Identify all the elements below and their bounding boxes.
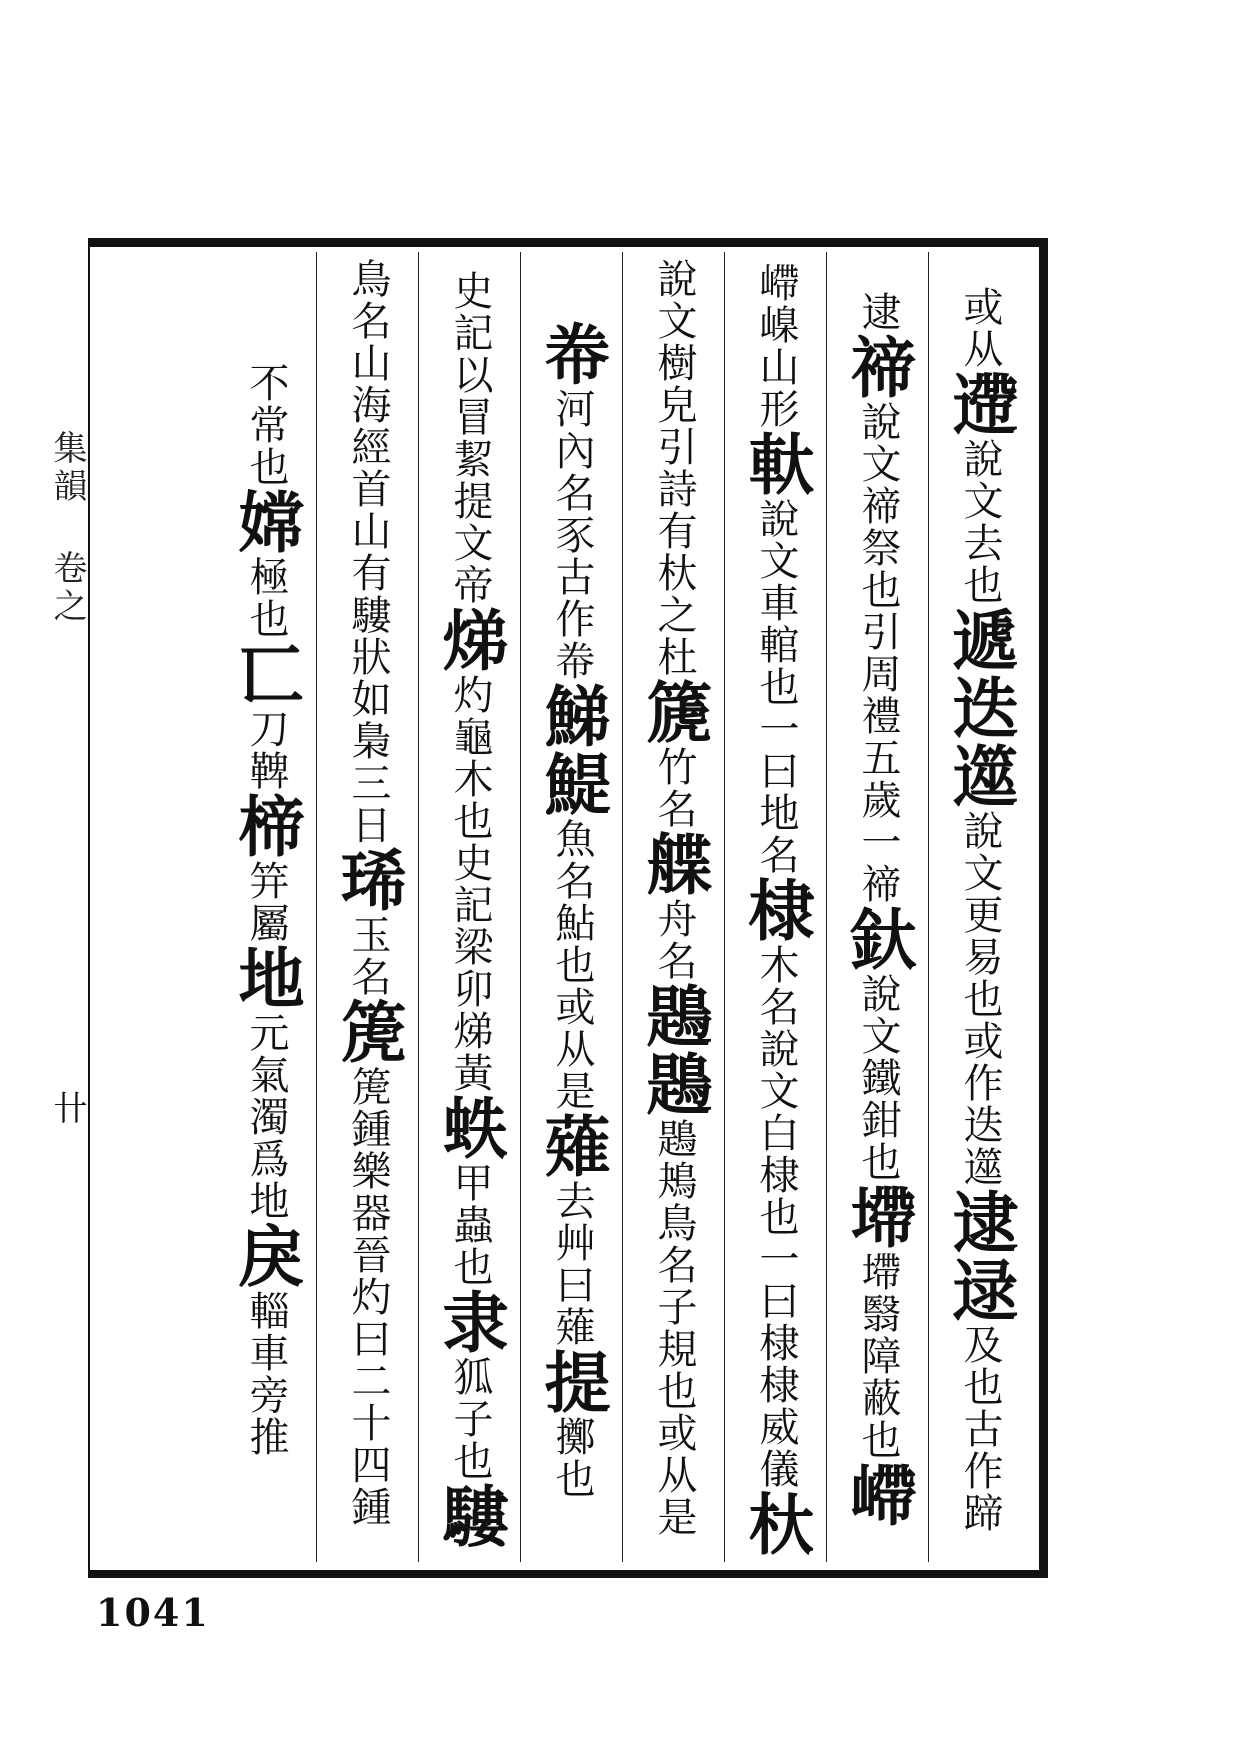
column-text	[420, 270, 520, 1550]
gloss-note: 箎鍾樂器晉灼曰二十四鍾	[345, 1066, 391, 1528]
headword: 嵽	[839, 1461, 917, 1529]
column-text	[726, 262, 826, 1558]
column-text	[522, 320, 622, 1500]
gloss-note: 輜車旁推	[243, 1290, 289, 1458]
headword: 戾	[227, 1222, 305, 1290]
text-column-1	[928, 252, 1030, 1562]
headword: 楴	[227, 792, 305, 860]
headword: 墆	[839, 1183, 917, 1251]
column-text	[216, 362, 316, 1458]
text-column-3	[724, 252, 826, 1562]
text-column-6	[418, 252, 520, 1562]
column-text	[316, 258, 418, 1562]
gloss-note: 笄屬	[243, 860, 289, 944]
column-text	[930, 286, 1030, 1534]
gloss-note: 狐子也	[447, 1356, 493, 1482]
text-column-4	[622, 252, 724, 1562]
headword: 提	[533, 1348, 611, 1416]
gloss-note: 說文鐵鉗也	[855, 973, 901, 1183]
headword: 軑	[737, 430, 815, 498]
headword: 䮫	[431, 1482, 509, 1550]
gloss-note: 元氣濁爲地	[243, 1012, 289, 1222]
text-columns	[112, 252, 1030, 1562]
headword: 匸	[227, 640, 305, 708]
gloss-note: 墆翳障蔽也	[855, 1251, 901, 1461]
gloss-note: 不常也	[243, 362, 289, 488]
gloss-note: 河內名豕古作帣	[549, 388, 595, 682]
gloss-note: 刀鞞	[243, 708, 289, 792]
headword: 箎	[329, 998, 407, 1066]
text-column-2	[826, 252, 928, 1562]
gloss-note: 玉名	[345, 914, 391, 998]
column-text	[828, 291, 928, 1529]
gloss-note: 甲蟲也	[447, 1162, 493, 1288]
gloss-note: 史記以冒絜提文帝	[447, 270, 493, 606]
text-column-7	[316, 252, 418, 1562]
gloss-note: 說文車輨也一曰地名	[753, 498, 799, 876]
gloss-note: 說文樹皃引詩有杕之杜	[651, 258, 697, 678]
headword: 鮷鯷	[533, 682, 611, 818]
gloss-note: 灼龜木也史記梁卯焍黃	[447, 674, 493, 1094]
text-column-8	[214, 252, 316, 1562]
headword: 地	[227, 944, 305, 1012]
headword: 遰	[941, 370, 1019, 438]
headword: 焍	[431, 606, 509, 674]
gloss-note: 鶗鴂鳥名子規也或从是	[651, 1118, 697, 1538]
headword: 篪	[635, 678, 713, 746]
page-number: 1041	[96, 1590, 210, 1635]
gloss-note: 說文更易也或作迭遾	[957, 810, 1003, 1188]
margin-title: 集韻 卷之	[47, 430, 87, 626]
headword: 禘	[839, 333, 917, 401]
text-column-5	[520, 252, 622, 1562]
gloss-note: 逮	[855, 291, 901, 333]
headword: 艓	[635, 830, 713, 898]
gloss-note: 或从	[957, 286, 1003, 370]
headword: 隶	[431, 1288, 509, 1356]
headword: 琋	[329, 846, 407, 914]
headword: 帣	[533, 320, 611, 388]
column-text	[622, 258, 724, 1562]
headword: 棣	[737, 876, 815, 944]
gloss-note: 說文禘祭也引周禮五歲一禘	[855, 401, 901, 905]
margin-mark: 卄	[47, 1090, 87, 1124]
headword: 逮逯	[941, 1188, 1019, 1324]
gloss-note: 嵽嵲山形	[753, 262, 799, 430]
headword: 嫦	[227, 488, 305, 556]
gloss-note: 擲也	[549, 1416, 595, 1500]
headword: 遞迭遾	[941, 606, 1019, 810]
gloss-note: 說文去也	[957, 438, 1003, 606]
gloss-note: 木名說文白棣也一曰棣棣威儀	[753, 944, 799, 1490]
gloss-note: 及也古作	[957, 1324, 1003, 1492]
gloss-note: 極也	[243, 556, 289, 640]
gloss-note: 去艸曰薙	[549, 1180, 595, 1348]
headword: 釱	[839, 905, 917, 973]
gloss-note: 舟名	[651, 898, 697, 982]
headword: 薙	[533, 1112, 611, 1180]
gloss-note: 蹄	[957, 1492, 1003, 1534]
gloss-note: 竹名	[651, 746, 697, 830]
gloss-note: 魚名鮎也或从是	[549, 818, 595, 1112]
headword: 鶗鶗	[635, 982, 713, 1118]
gloss-note: 鳥名山海經首山有䮫狀如梟三日	[345, 258, 391, 846]
headword: 杕	[737, 1490, 815, 1558]
headword: 蛈	[431, 1094, 509, 1162]
